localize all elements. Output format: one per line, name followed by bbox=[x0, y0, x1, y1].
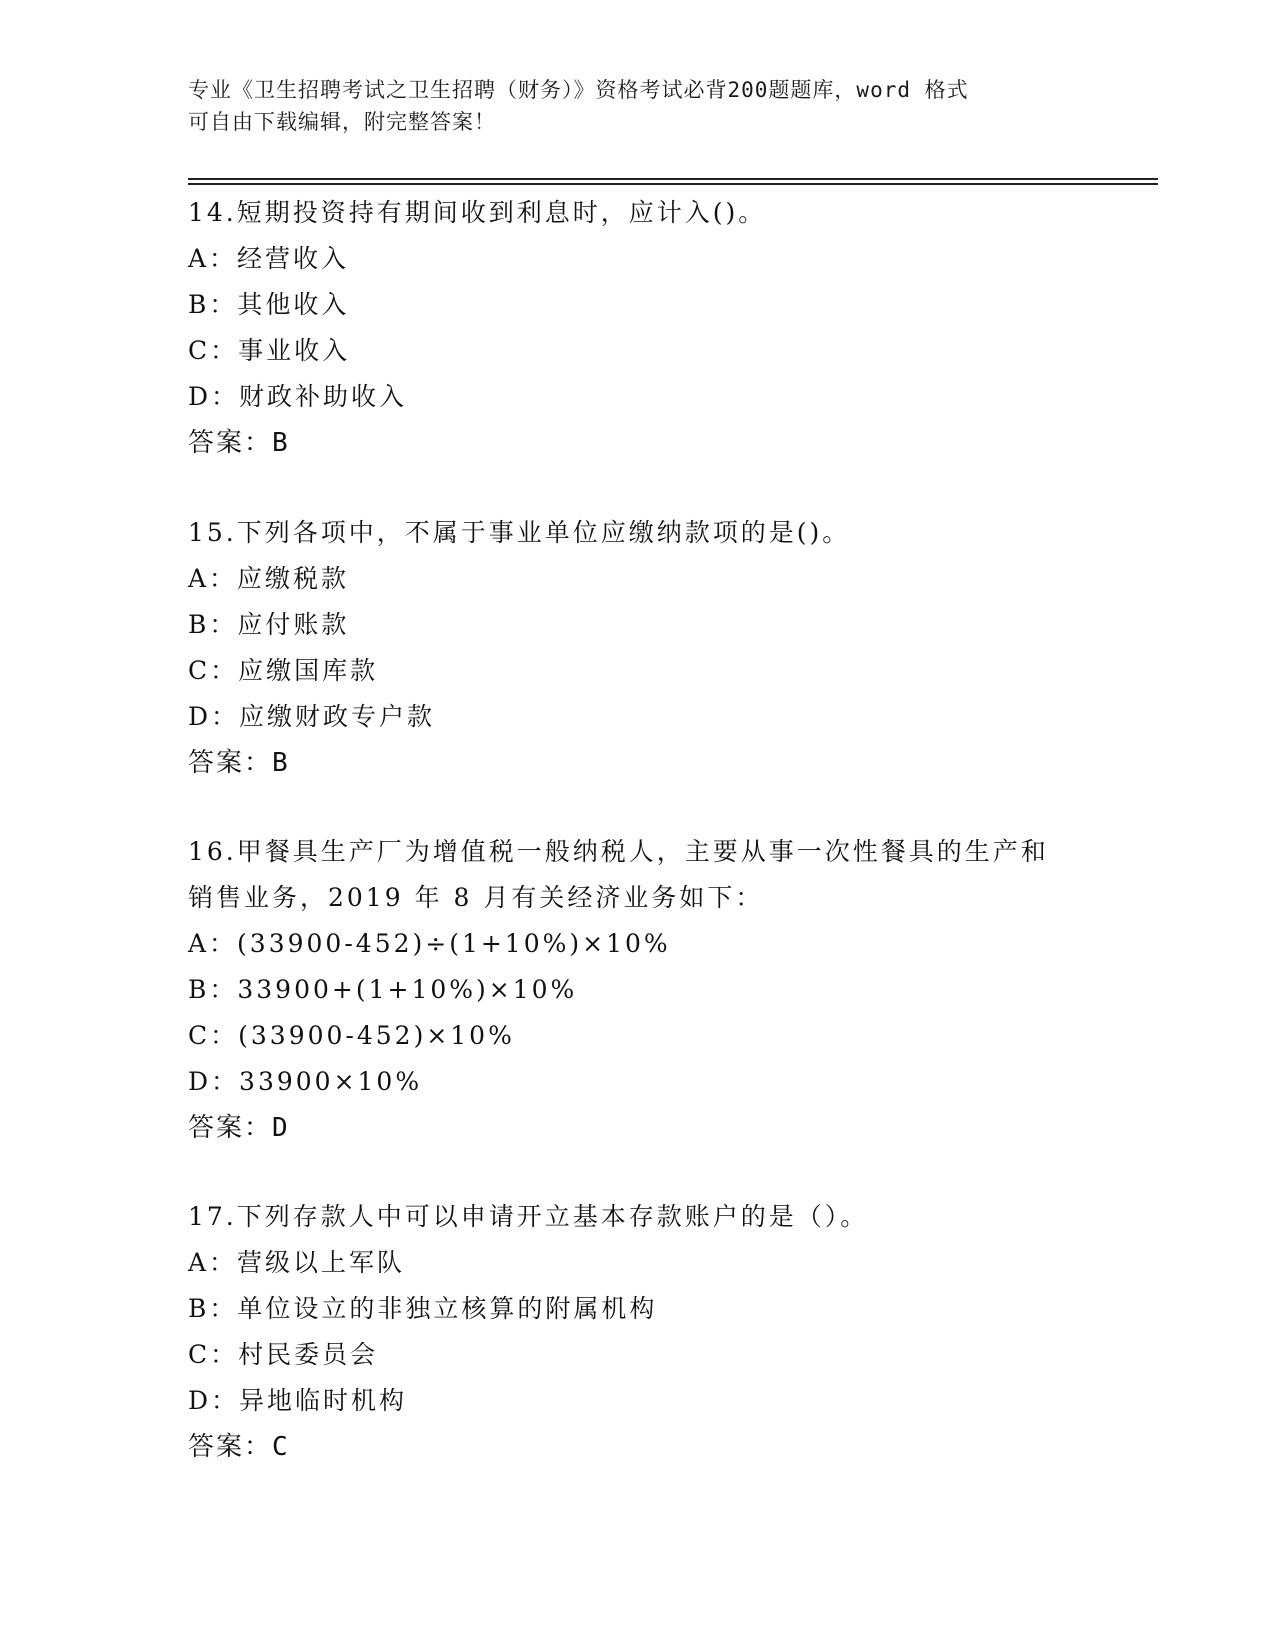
question-stem-continued: 销售业务，2019 年 8 月有关经济业务如下： bbox=[188, 883, 764, 912]
question-16 bbox=[188, 829, 1128, 1151]
option-a: A：经营收入 bbox=[188, 244, 350, 273]
question-15 bbox=[188, 510, 1128, 786]
question-stem: 15.下列各项中，不属于事业单位应缴纳款项的是()。 bbox=[188, 518, 851, 547]
option-d: D：应缴财政专户款 bbox=[188, 702, 436, 731]
option-a: A：应缴税款 bbox=[188, 564, 350, 593]
question-stem: 16.甲餐具生产厂为增值税一般纳税人，主要从事一次性餐具的生产和 bbox=[188, 837, 1049, 866]
answer-label: 答案： bbox=[188, 1432, 273, 1462]
option-c: C：村民委员会 bbox=[188, 1340, 379, 1369]
question-14 bbox=[188, 190, 1128, 466]
answer-value: D bbox=[272, 1113, 290, 1143]
option-b: B：其他收入 bbox=[188, 290, 350, 319]
answer-line bbox=[188, 1424, 1128, 1470]
option-b: B：应付账款 bbox=[188, 610, 350, 639]
header-divider-top bbox=[188, 178, 1158, 180]
header-line-2: 可自由下载编辑，附完整答案！ bbox=[188, 110, 496, 134]
option-d: D：财政补助收入 bbox=[188, 382, 408, 411]
answer-label: 答案： bbox=[188, 428, 273, 458]
option-c: C：应缴国库款 bbox=[188, 656, 379, 685]
option-d: D：异地临时机构 bbox=[188, 1386, 408, 1415]
answer-value: C bbox=[272, 1432, 290, 1462]
answer-value: B bbox=[272, 748, 290, 778]
header-divider-bottom bbox=[188, 183, 1158, 185]
answer-line bbox=[188, 1105, 1128, 1151]
question-17 bbox=[188, 1194, 1128, 1470]
answer-value: B bbox=[272, 428, 290, 458]
header-line-1: 专业《卫生招聘考试之卫生招聘（财务）》资格考试必背200题题库，word 格式 bbox=[188, 78, 969, 102]
answer-line bbox=[188, 420, 1128, 466]
option-c: C：(33900-452)×10% bbox=[188, 1021, 515, 1050]
question-stem: 14.短期投资持有期间收到利息时，应计入()。 bbox=[188, 198, 767, 227]
option-b: B：33900+(1+10%)×10% bbox=[188, 975, 578, 1004]
option-d: D：33900×10% bbox=[188, 1067, 423, 1096]
option-b: B：单位设立的非独立核算的附属机构 bbox=[188, 1294, 658, 1323]
answer-label: 答案： bbox=[188, 748, 273, 778]
answer-line bbox=[188, 740, 1128, 786]
answer-label: 答案： bbox=[188, 1113, 273, 1143]
option-c: C：事业收入 bbox=[188, 336, 351, 365]
option-a: A：(33900-452)÷(1+10%)×10% bbox=[188, 929, 671, 958]
document-header bbox=[188, 74, 1088, 138]
question-stem: 17.下列存款人中可以申请开立基本存款账户的是（）。 bbox=[188, 1202, 869, 1231]
option-a: A：营级以上军队 bbox=[188, 1248, 406, 1277]
